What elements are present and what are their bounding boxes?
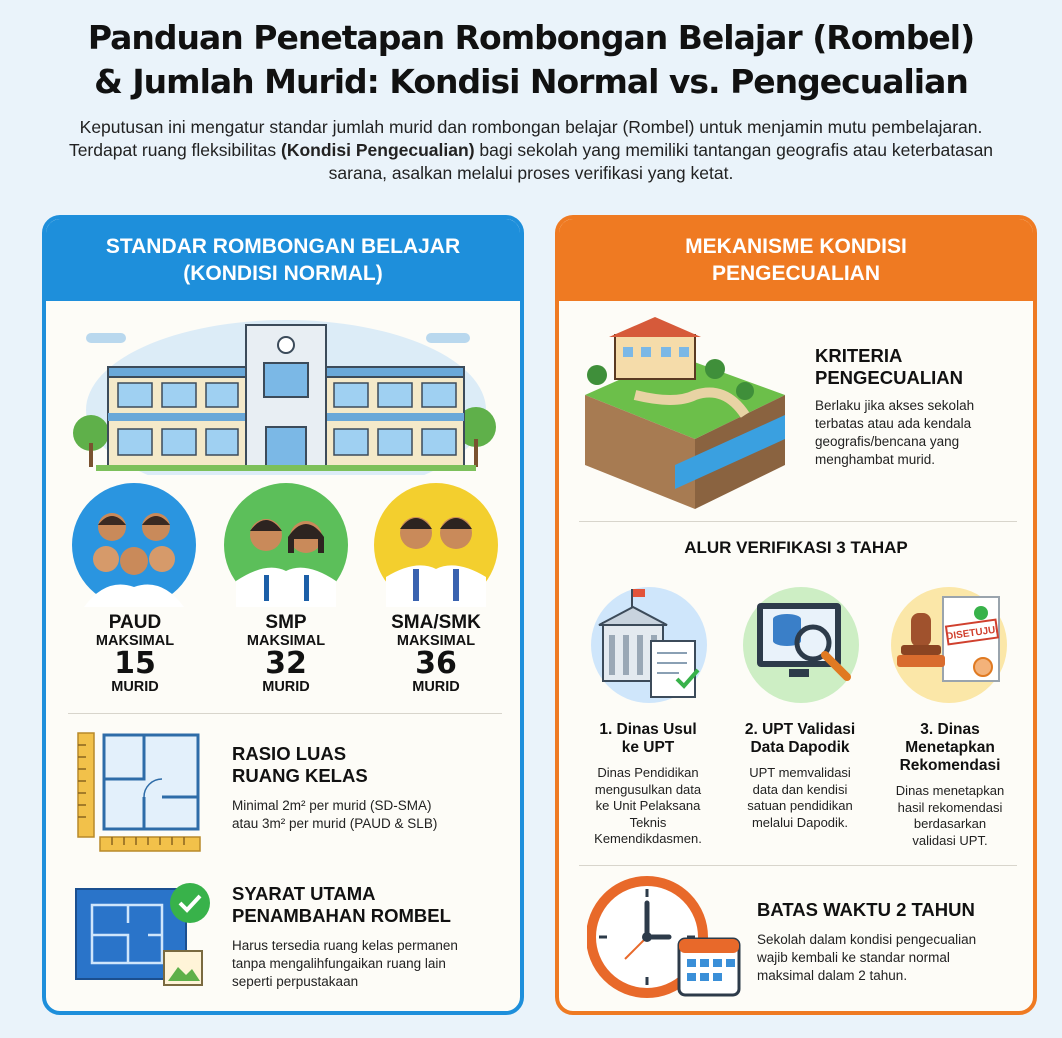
requirement-body: Harus tersedia ruang kelas permanen tanpa mengalihfungaikan ruang lain seperti perpustakaan	[232, 938, 458, 989]
stat-level: SMA/SMK	[391, 612, 481, 633]
intro-text-start: Keputusan ini mengatur standar jumlah murid dan rombongan belajar (Rombel) untuk menjamin mutu pembelajaran. Terdapat ruang fleksibilitas	[68, 117, 983, 160]
exception-panel-heading: MEKANISME KONDISI PENGECUALIAN	[559, 219, 1033, 301]
ratio-body: Minimal 2m² per murid (SD-SMA) atau 3m² per murid (PAUD & SLB)	[232, 798, 438, 831]
stat-level: PAUD	[108, 612, 162, 633]
step-1	[573, 721, 723, 848]
clock-calendar-icon	[587, 875, 747, 1001]
step-title: 2. UPT Validasi Data Dapodik	[744, 721, 856, 756]
normal-condition-panel	[42, 215, 524, 1015]
stat-max-label: MAKSIMAL	[396, 633, 476, 649]
stat-unit: MURID	[412, 679, 460, 695]
deadline-body: Sekolah dalam kondisi pengecualian wajib kembali ke standar normal maksimal dalam 2 tahun.	[757, 932, 977, 983]
requirement-section	[232, 883, 522, 991]
criteria-section	[815, 345, 1035, 469]
smp-students-icon	[222, 481, 350, 609]
stat-value: 32	[265, 646, 307, 681]
remote-school-terrain-icon	[575, 315, 795, 515]
ratio-section	[232, 743, 512, 833]
stat-smp	[221, 613, 351, 695]
government-document-icon	[585, 583, 715, 711]
deadline-section	[757, 899, 1037, 985]
stat-sma-smk	[371, 613, 501, 695]
exception-condition-panel	[555, 215, 1037, 1015]
divider	[68, 713, 502, 714]
step-3	[875, 721, 1025, 849]
approval-stamp-icon	[885, 583, 1015, 711]
step-body: Dinas menetapkan hasil rekomendasi berdasarkan validasi UPT.	[895, 783, 1005, 848]
paud-students-icon	[70, 481, 198, 609]
stat-max-label: MAKSIMAL	[95, 633, 175, 649]
step-body: Dinas Pendidikan mengusulkan data ke Unit Pelaksana Teknis Kemendikdasmen.	[594, 765, 702, 846]
deadline-title: BATAS WAKTU 2 TAHUN	[757, 899, 975, 920]
stat-unit: MURID	[262, 679, 310, 695]
criteria-body: Berlaku jika akses sekolah terbatas atau ada kendala geografis/bencana yang menghambat murid.	[815, 398, 975, 467]
stamp-label: DISETUJUI	[945, 624, 999, 643]
floor-plan-ruler-icon	[74, 727, 204, 855]
step-body: UPT memvalidasi data dan kendisi satuan pendidikan melalui Dapodik.	[747, 765, 853, 830]
header	[0, 16, 1062, 185]
divider	[579, 521, 1017, 522]
criteria-title: KRITERIA PENGECUALIAN	[815, 345, 964, 388]
page-title: Panduan Penetapan Rombongan Belajar (Rombel) & Jumlah Murid: Kondisi Normal vs. Pengecualian	[87, 18, 975, 101]
stat-value: 15	[114, 646, 156, 681]
requirement-title: SYARAT UTAMA PENAMBAHAN ROMBEL	[232, 883, 451, 926]
ratio-title: RASIO LUAS RUANG KELAS	[232, 743, 368, 786]
blueprint-check-icon	[72, 875, 212, 993]
stat-value: 36	[415, 646, 457, 681]
intro-text-end: bagi sekolah yang memiliki tantangan geografis atau keterbatasan sarana, asalkan melalui proses verifikasi yang ketat.	[328, 140, 994, 183]
database-search-icon	[737, 583, 867, 711]
normal-panel-heading: STANDAR ROMBONGAN BELAJAR (KONDISI NORMAL)	[46, 219, 520, 301]
step-title: 1. Dinas Usul ke UPT	[599, 721, 697, 756]
stat-unit: MURID	[111, 679, 159, 695]
divider	[579, 865, 1017, 866]
sma-students-icon	[372, 481, 500, 609]
flow-title: ALUR VERIFIKASI 3 TAHAP	[684, 538, 908, 557]
step-2	[725, 721, 875, 831]
stat-paud	[70, 613, 200, 695]
stat-max-label: MAKSIMAL	[246, 633, 326, 649]
intro-text	[66, 116, 996, 185]
intro-text-highlight: (Kondisi Pengecualian)	[281, 140, 475, 160]
stat-level: SMP	[265, 612, 307, 633]
school-building-icon	[66, 315, 506, 475]
step-title: 3. Dinas Menetapkan Rekomendasi	[899, 721, 1001, 774]
